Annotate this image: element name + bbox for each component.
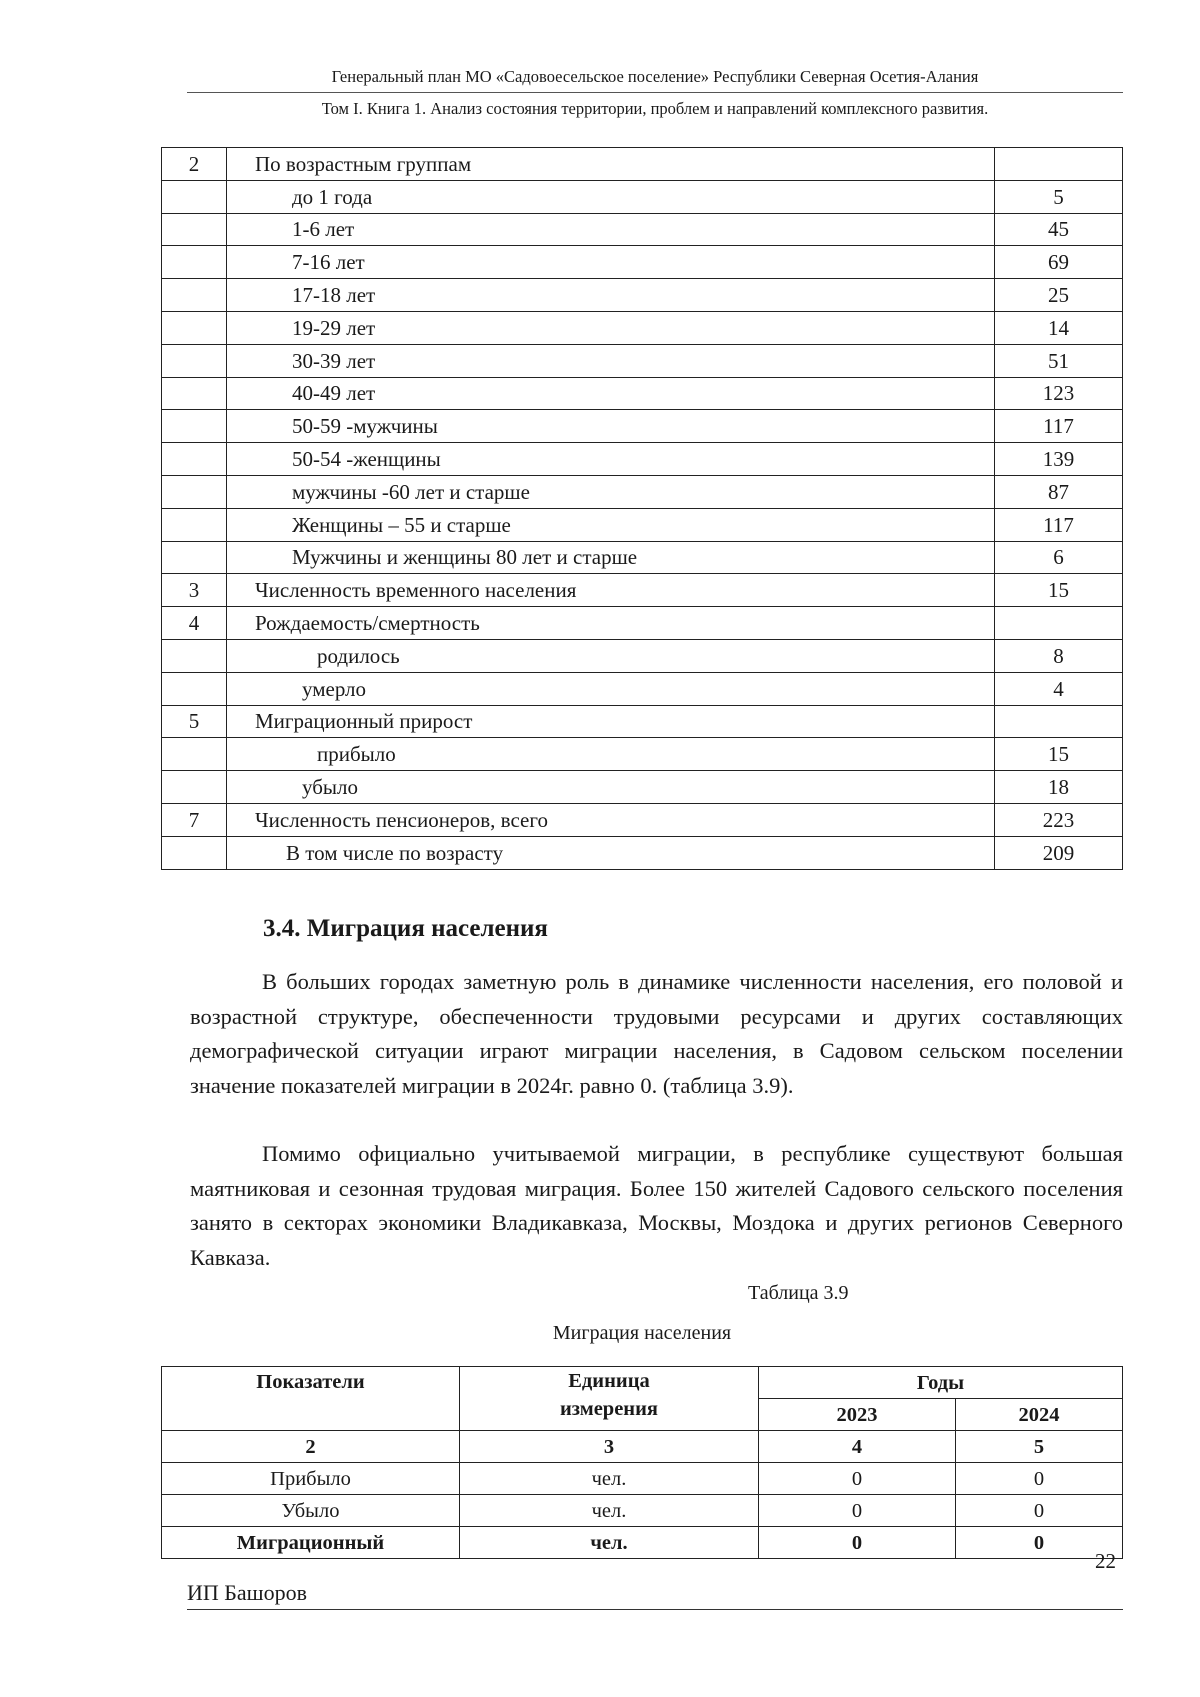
table-row	[162, 213, 1123, 246]
header-unit-line1: Единица	[568, 1370, 650, 1392]
row-label: 30-39 лет	[227, 344, 995, 377]
table-row	[162, 246, 1123, 279]
row-label: 50-54 -женщины	[227, 443, 995, 476]
row-label: мужчины -60 лет и старше	[227, 475, 995, 508]
row-label: 17-18 лет	[227, 279, 995, 312]
row-label: В том числе по возрасту	[227, 836, 995, 869]
migration-cell-indicator: Миграционный	[162, 1527, 460, 1559]
row-value: 15	[995, 574, 1123, 607]
table-row	[162, 738, 1123, 771]
row-value: 18	[995, 771, 1123, 804]
row-number	[162, 180, 227, 213]
paragraph-1	[190, 965, 1123, 1103]
row-number	[162, 475, 227, 508]
migration-header-row	[162, 1367, 1123, 1399]
migration-cell-unit: чел.	[460, 1463, 759, 1495]
table-title: Миграция населения	[552, 1322, 732, 1344]
row-number	[162, 771, 227, 804]
section-heading: 3.4. Миграция населения	[263, 915, 548, 942]
table-row	[162, 410, 1123, 443]
row-number: 7	[162, 803, 227, 836]
row-number	[162, 738, 227, 771]
migration-row	[162, 1495, 1123, 1527]
row-number	[162, 672, 227, 705]
migration-cell-y2024: 0	[956, 1463, 1123, 1495]
row-number	[162, 410, 227, 443]
row-label: Женщины – 55 и старше	[227, 508, 995, 541]
row-label: до 1 года	[227, 180, 995, 213]
table-row	[162, 377, 1123, 410]
table-row	[162, 705, 1123, 738]
row-label: родилось	[227, 639, 995, 672]
row-value: 51	[995, 344, 1123, 377]
row-number	[162, 279, 227, 312]
row-value: 139	[995, 443, 1123, 476]
paragraph-2-text: Помимо официально учитываемой миграции, в республике существуют большая маятниковая и сезонная трудовая миграция. Более 150 жителей Садового сельского поселения занято в секторах экономики Владикавказа, Москвы, Моздока и других регионов Северного Кавказа.	[190, 1141, 1123, 1270]
row-label: По возрастным группам	[227, 148, 995, 181]
row-label: убыло	[227, 771, 995, 804]
row-number: 3	[162, 574, 227, 607]
row-number: 2	[162, 148, 227, 181]
row-value	[995, 705, 1123, 738]
footer-author: ИП Башоров	[187, 1580, 1123, 1610]
row-number	[162, 508, 227, 541]
row-number	[162, 246, 227, 279]
header-line-1: Генеральный план МО «Садовоесельское поселение» Республики Северная Осетия-Алания	[187, 66, 1123, 93]
page-header	[187, 66, 1123, 120]
table-row	[162, 639, 1123, 672]
table-row	[162, 803, 1123, 836]
row-number: 5	[162, 705, 227, 738]
migration-cell-y2023: 0	[759, 1527, 956, 1559]
row-label: Численность пенсионеров, всего	[227, 803, 995, 836]
header-unit	[460, 1367, 759, 1431]
header-years: Годы	[759, 1367, 1123, 1399]
row-value: 15	[995, 738, 1123, 771]
row-number	[162, 541, 227, 574]
page-number: 22	[1095, 1549, 1116, 1573]
row-number	[162, 344, 227, 377]
row-label: Миграционный прирост	[227, 705, 995, 738]
row-label: прибыло	[227, 738, 995, 771]
row-value	[995, 607, 1123, 640]
table-row	[162, 508, 1123, 541]
row-number	[162, 836, 227, 869]
table-row	[162, 180, 1123, 213]
migration-cell-unit: чел.	[460, 1495, 759, 1527]
row-value: 4	[995, 672, 1123, 705]
table-row	[162, 475, 1123, 508]
row-value: 14	[995, 311, 1123, 344]
row-label: 40-49 лет	[227, 377, 995, 410]
migration-cell-y2024: 0	[956, 1495, 1123, 1527]
header-line-2: Том I. Книга 1. Анализ состояния территории, проблем и направлений комплексного развития.	[321, 99, 989, 118]
migration-cell-y2023: 0	[759, 1495, 956, 1527]
header-year-2023: 2023	[759, 1399, 956, 1431]
row-value: 45	[995, 213, 1123, 246]
row-value: 69	[995, 246, 1123, 279]
row-value: 117	[995, 508, 1123, 541]
colnum-cell: 5	[956, 1431, 1123, 1463]
row-value: 223	[995, 803, 1123, 836]
header-unit-line2: измерения	[559, 1398, 659, 1420]
migration-colnum-row	[162, 1431, 1123, 1463]
row-value: 6	[995, 541, 1123, 574]
migration-row	[162, 1527, 1123, 1559]
row-value: 25	[995, 279, 1123, 312]
table-caption: Таблица 3.9	[748, 1282, 849, 1304]
migration-cell-y2023: 0	[759, 1463, 956, 1495]
row-number	[162, 639, 227, 672]
row-label: Мужчины и женщины 80 лет и старше	[227, 541, 995, 574]
row-value: 117	[995, 410, 1123, 443]
header-year-2024: 2024	[956, 1399, 1123, 1431]
table-row	[162, 771, 1123, 804]
migration-table	[161, 1366, 1123, 1559]
row-number	[162, 443, 227, 476]
row-number	[162, 213, 227, 246]
colnum-cell: 4	[759, 1431, 956, 1463]
colnum-cell: 2	[162, 1431, 460, 1463]
migration-cell-unit: чел.	[460, 1527, 759, 1559]
table-row	[162, 279, 1123, 312]
table-row	[162, 574, 1123, 607]
row-label: Рождаемость/смертность	[227, 607, 995, 640]
colnum-cell: 3	[460, 1431, 759, 1463]
header-indicators: Показатели	[162, 1367, 460, 1431]
table-row	[162, 148, 1123, 181]
row-value: 209	[995, 836, 1123, 869]
row-label: 50-59 -мужчины	[227, 410, 995, 443]
demographics-table	[161, 147, 1123, 870]
row-label: 19-29 лет	[227, 311, 995, 344]
migration-cell-indicator: Прибыло	[162, 1463, 460, 1495]
paragraph-2	[190, 1137, 1123, 1275]
table-row	[162, 541, 1123, 574]
row-value: 123	[995, 377, 1123, 410]
row-label: умерло	[227, 672, 995, 705]
row-label: Численность временного населения	[227, 574, 995, 607]
row-value: 87	[995, 475, 1123, 508]
row-number: 4	[162, 607, 227, 640]
row-number	[162, 377, 227, 410]
row-value	[995, 148, 1123, 181]
row-label: 7-16 лет	[227, 246, 995, 279]
paragraph-1-text: В больших городах заметную роль в динамике численности населения, его половой и возрастной структуре, обеспеченности трудовыми ресурсами и других составляющих демографической ситуации играют миграции населения, в Садовом сельском поселении значение показателей миграции в 2024г. равно 0. (таблица 3.9).	[190, 969, 1123, 1098]
table-row	[162, 311, 1123, 344]
migration-cell-indicator: Убыло	[162, 1495, 460, 1527]
table-row	[162, 836, 1123, 869]
table-row	[162, 607, 1123, 640]
row-value: 8	[995, 639, 1123, 672]
row-value: 5	[995, 180, 1123, 213]
row-number	[162, 311, 227, 344]
migration-cell-y2024: 0	[956, 1527, 1123, 1559]
row-label: 1-6 лет	[227, 213, 995, 246]
table-row	[162, 344, 1123, 377]
table-row	[162, 672, 1123, 705]
table-row	[162, 443, 1123, 476]
migration-row	[162, 1463, 1123, 1495]
